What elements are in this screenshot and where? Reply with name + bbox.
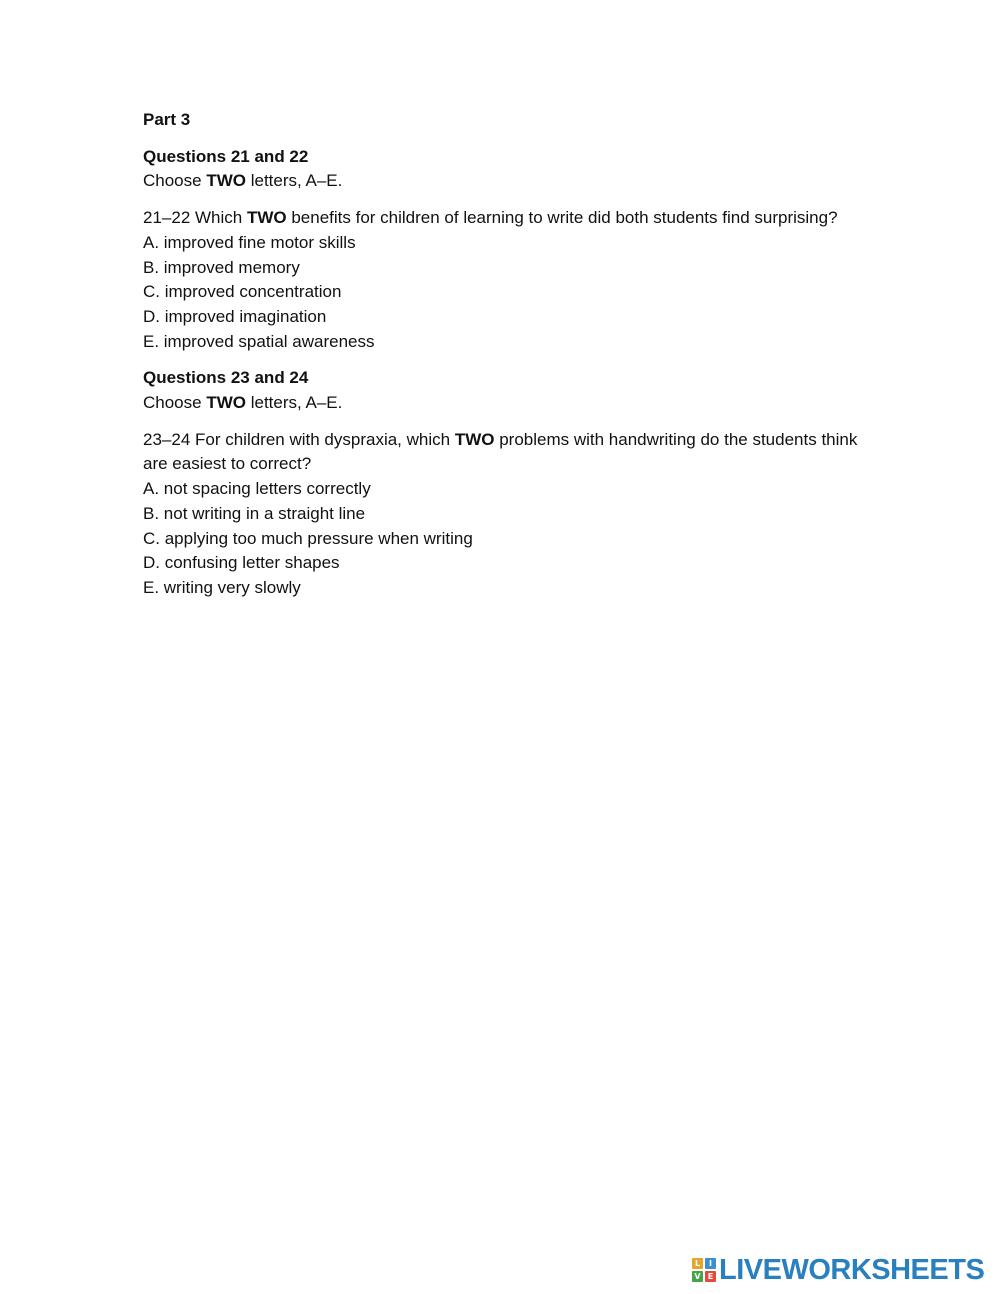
part-title: Part 3 xyxy=(143,110,191,129)
option-item: E. writing very slowly xyxy=(143,577,301,597)
section1-heading: Questions 21 and 22 xyxy=(143,146,309,166)
option-item: C. improved concentration xyxy=(143,282,342,302)
section1-instruction: Choose TWO letters, A–E. xyxy=(143,171,343,191)
option-item: B. not writing in a straight line xyxy=(143,503,366,523)
section2-heading: Questions 23 and 24 xyxy=(143,368,309,388)
option-item: D. confusing letter shapes xyxy=(143,553,340,573)
question-23-24: 23–24 For children with dyspraxia, which TWO problems with handwriting do the students think are easiest to correct? xyxy=(143,429,858,474)
option-item: A. improved fine motor skills xyxy=(143,232,356,252)
option-item: C. applying too much pressure when writing xyxy=(143,528,473,548)
brand-name: LIVEWORKSHEETS xyxy=(719,1254,985,1286)
section2-instruction: Choose TWO letters, A–E. xyxy=(143,393,343,413)
worksheet-page xyxy=(143,108,863,601)
option-item: D. improved imagination xyxy=(143,306,327,326)
liveworksheets-logo-icon: L I V E xyxy=(692,1258,716,1282)
option-item: E. improved spatial awareness xyxy=(143,331,375,351)
liveworksheets-logo[interactable] xyxy=(692,1253,984,1287)
option-item: B. improved memory xyxy=(143,257,300,277)
option-item: A. not spacing letters correctly xyxy=(143,479,371,499)
question-21-22: 21–22 Which TWO benefits for children of learning to write did both students find surprising? xyxy=(143,208,838,228)
